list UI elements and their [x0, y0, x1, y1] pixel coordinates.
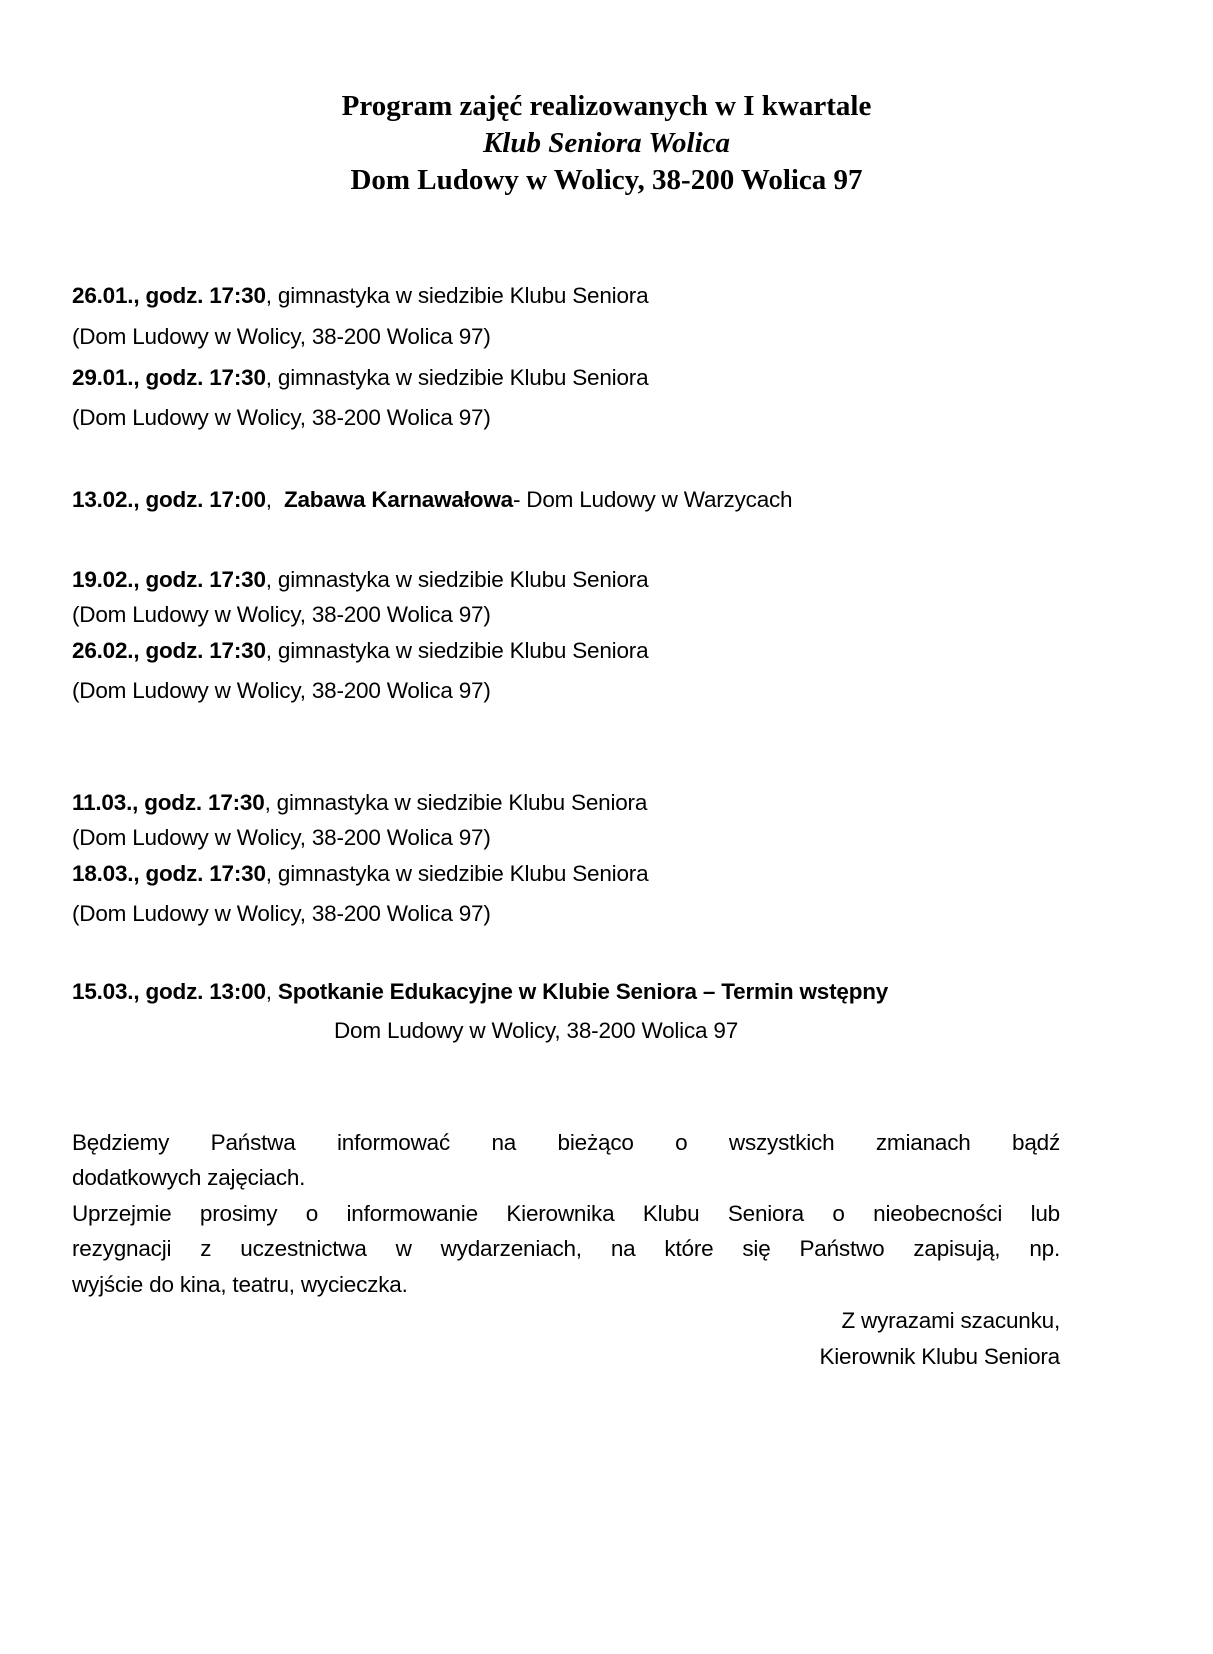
event-line: [72, 859, 648, 889]
event-place: (Dom Ludowy w Wolicy, 38-200 Wolica 97): [72, 901, 491, 926]
event-line: [72, 485, 792, 515]
event-date: 11.03., godz. 17:30: [72, 790, 265, 815]
event-date: 15.03., godz. 13:00: [72, 979, 266, 1004]
event-desc: , gimnastyka w siedzibie Klubu Seniora: [265, 567, 649, 592]
event-place: (Dom Ludowy w Wolicy, 38-200 Wolica 97): [72, 324, 491, 349]
event-line: [72, 565, 648, 595]
event-desc: , gimnastyka w siedzibie Klubu Seniora: [265, 283, 649, 308]
document-subtitle: Klub Seniora Wolica: [482, 127, 731, 159]
event-place: (Dom Ludowy w Wolicy, 38-200 Wolica 97): [72, 405, 491, 430]
event-date: 29.01., godz. 17:30: [72, 365, 266, 390]
event-desc: , gimnastyka w siedzibie Klubu Seniora: [264, 790, 648, 815]
signature-signer: Kierownik Klubu Seniora: [819, 1344, 1060, 1369]
event-place: (Dom Ludowy w Wolicy, 38-200 Wolica 97): [72, 678, 491, 703]
event-date: 26.01., godz. 17:30: [72, 283, 266, 308]
notice-line: Będziemy Państwa informować na bieżąco o wszystkich zmianach bądź: [72, 1130, 1060, 1155]
event-title: Spotkanie Edukacyjne w Klubie Seniora – Termin wstępny: [277, 979, 889, 1004]
event-place: (Dom Ludowy w Wolicy, 38-200 Wolica 97): [72, 602, 491, 627]
event-date: 18.03., godz. 17:30: [72, 861, 266, 886]
event-line: [72, 977, 888, 1007]
notice-line: rezygnacji z uczestnictwa w wydarzeniach, na które się Państwo zapisują, np.: [72, 1236, 1060, 1261]
event-line: [72, 636, 648, 666]
notice-line: dodatkowych zajęciach.: [72, 1165, 306, 1190]
event-line: [72, 281, 648, 311]
event-desc: , gimnastyka w siedzibie Klubu Seniora: [265, 638, 649, 663]
event-title: Zabawa Karnawałowa: [283, 487, 513, 512]
signature-closing: Z wyrazami szacunku,: [841, 1308, 1060, 1333]
notice-line: Uprzejmie prosimy o informowanie Kierownika Klubu Seniora o nieobecności lub: [72, 1201, 1060, 1226]
document-title: Program zajęć realizowanych w I kwartale: [341, 90, 872, 122]
event-desc: , gimnastyka w siedzibie Klubu Seniora: [265, 365, 649, 390]
event-date: 13.02., godz. 17:00: [72, 487, 266, 512]
notice-line: wyjście do kina, teatru, wycieczka.: [72, 1272, 408, 1297]
document-address: Dom Ludowy w Wolicy, 38-200 Wolica 97: [350, 164, 863, 196]
event-line: [72, 788, 647, 818]
event-sep: ,: [265, 979, 278, 1004]
event-date: 26.02., godz. 17:30: [72, 638, 266, 663]
event-place: Dom Ludowy w Wolicy, 38-200 Wolica 97: [334, 1018, 739, 1043]
event-place: (Dom Ludowy w Wolicy, 38-200 Wolica 97): [72, 825, 491, 850]
event-desc: - Dom Ludowy w Warzycach: [512, 487, 793, 512]
event-line: [72, 363, 648, 393]
event-sep: ,: [265, 487, 284, 512]
event-date: 19.02., godz. 17:30: [72, 567, 266, 592]
event-desc: , gimnastyka w siedzibie Klubu Seniora: [265, 861, 649, 886]
